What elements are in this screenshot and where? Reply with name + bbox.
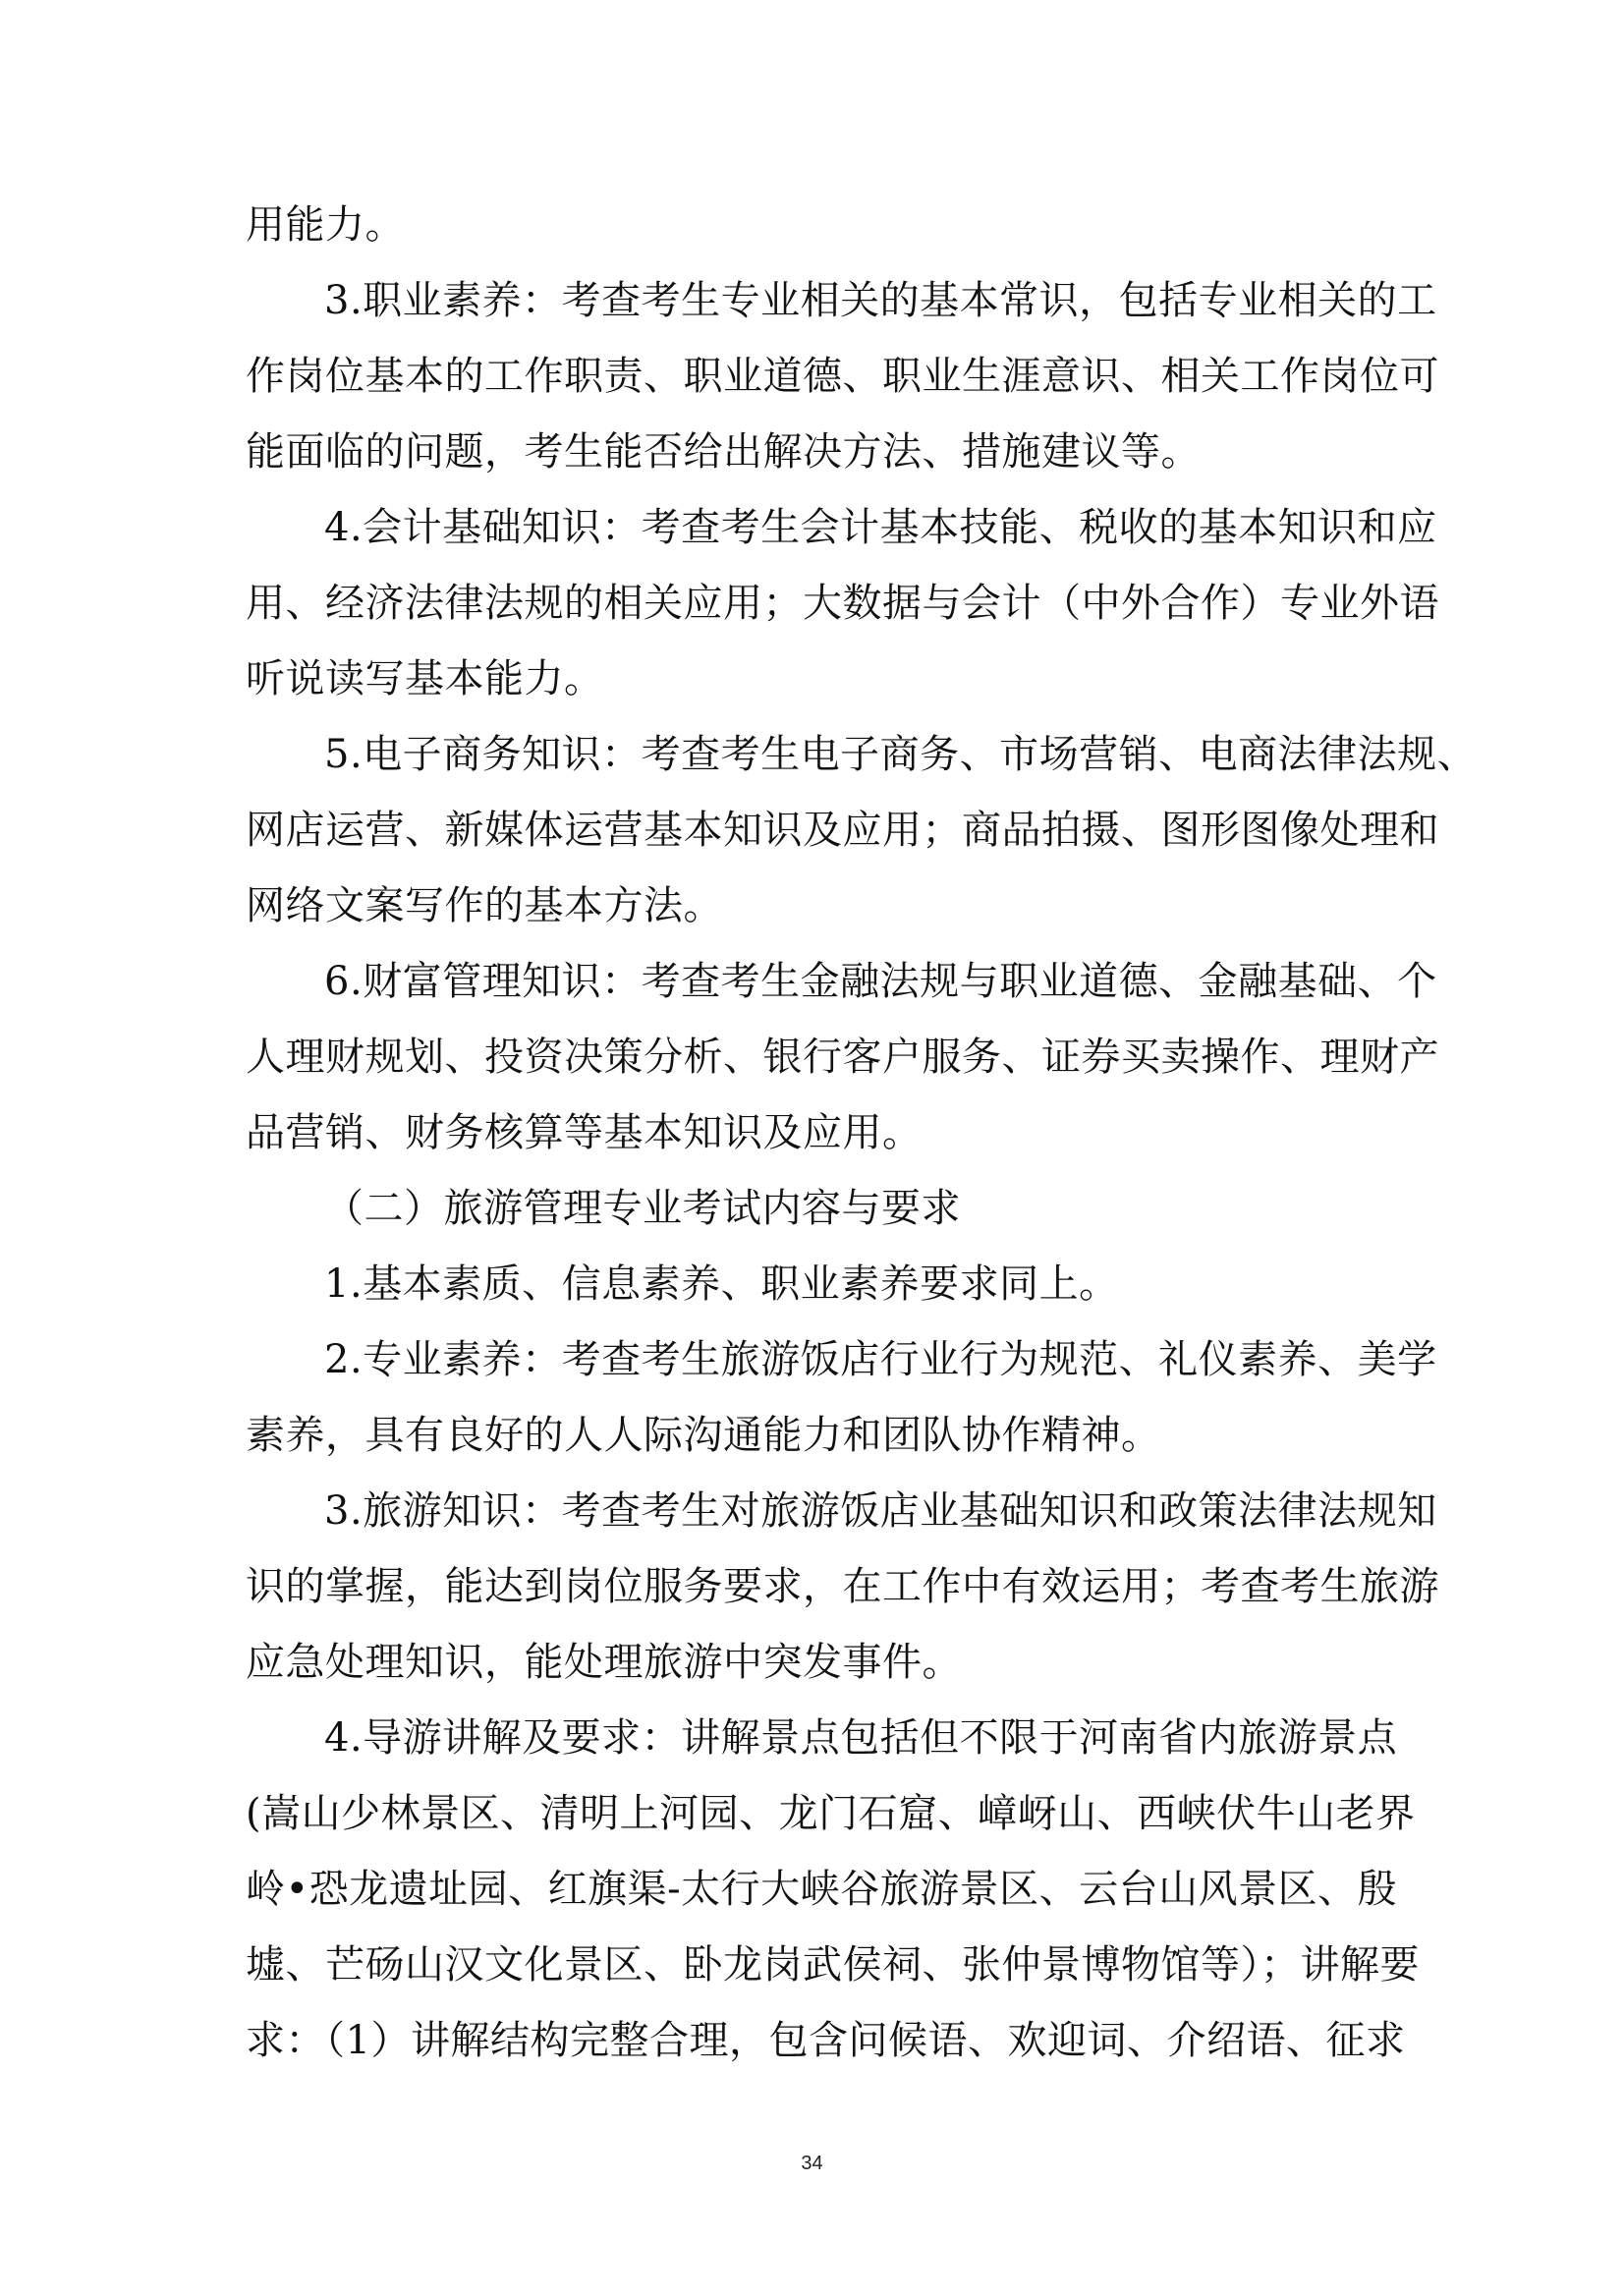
- text-line: 6.财富管理知识：考查考生金融法规与职业道德、金融基础、个: [324, 959, 1437, 1004]
- text-line: 3.职业素养：考查考生专业相关的基本常识，包括专业相关的工: [324, 278, 1437, 323]
- text-line: 应急处理知识，能处理旅游中突发事件。: [246, 1640, 962, 1685]
- text-line: 3.旅游知识：考查考生对旅游饭店业基础知识和政策法律法规知: [324, 1488, 1437, 1534]
- text-line: 识的掌握，能达到岗位服务要求，在工作中有效运用；考查考生旅游: [246, 1564, 1439, 1609]
- text-line: 网店运营、新媒体运营基本知识及应用；商品拍摄、图形图像处理和: [246, 808, 1439, 853]
- text-line: 5.电子商务知识：考查考生电子商务、市场营销、电商法律法规、: [324, 732, 1478, 777]
- text-line: 素养，具有良好的人人际沟通能力和团队协作精神。: [246, 1413, 1161, 1458]
- text-line: 用能力。: [246, 202, 405, 248]
- text-line: 2.专业素养：考查考生旅游饭店行业行为规范、礼仪素养、美学: [324, 1337, 1437, 1382]
- page-number: 34: [801, 2153, 823, 2174]
- text-line: 能面临的问题，考生能否给出解决方法、措施建议等。: [246, 429, 1201, 475]
- text-line: 作岗位基本的工作职责、职业道德、职业生涯意识、相关工作岗位可: [246, 354, 1439, 399]
- text-line: 人理财规划、投资决策分析、银行客户服务、证券买卖操作、理财产: [246, 1035, 1439, 1080]
- text-line: (嵩山少林景区、清明上河园、龙门石窟、嶂岈山、西峡伏牛山老界: [246, 1791, 1416, 1836]
- text-line: 求：（1）讲解结构完整合理，包含问候语、欢迎词、介绍语、征求: [246, 2018, 1406, 2063]
- text-line: 1.基本素质、信息素养、职业素养要求同上。: [324, 1261, 1119, 1307]
- text-line: 品营销、财务核算等基本知识及应用。: [246, 1110, 923, 1155]
- text-line: 墟、芒砀山汉文化景区、卧龙岗武侯祠、张仲景博物馆等）；讲解要: [246, 1942, 1420, 1988]
- text-line: 岭•恐龙遗址园、红旗渠-太行大峡谷旅游景区、云台山风景区、殷: [246, 1867, 1398, 1912]
- text-line: 网络文案写作的基本方法。: [246, 883, 723, 928]
- text-line: 听说读写基本能力。: [246, 656, 604, 701]
- section-heading: （二）旅游管理专业考试内容与要求: [324, 1186, 961, 1231]
- text-line: 用、经济法律法规的相关应用；大数据与会计（中外合作）专业外语: [246, 581, 1439, 626]
- text-line: 4.会计基础知识：考查考生会计基本技能、税收的基本知识和应: [324, 505, 1437, 550]
- text-line: 4.导游讲解及要求：讲解景点包括但不限于河南省内旅游景点: [324, 1715, 1398, 1761]
